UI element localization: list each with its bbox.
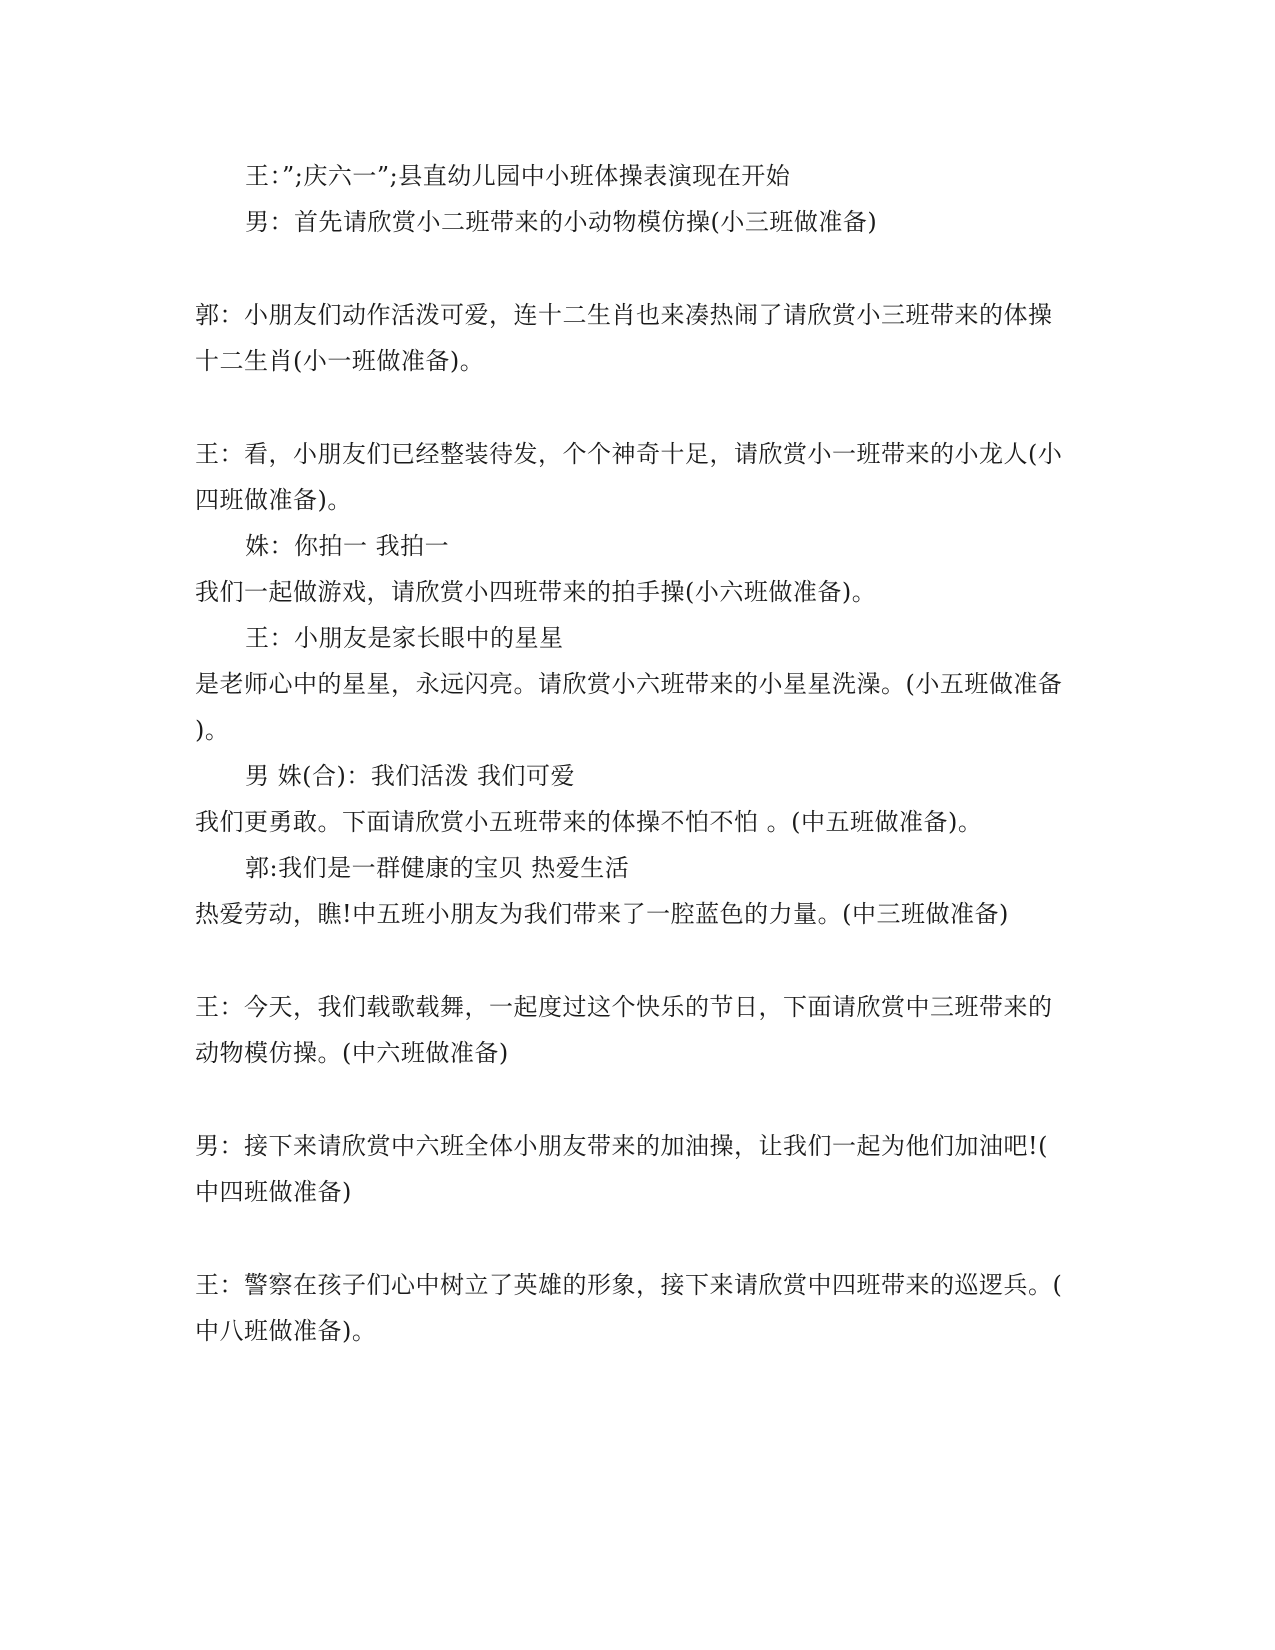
text-line: 动物模仿操。(中六班做准备) — [195, 1039, 509, 1067]
text-line: 王：”;庆六一”;县直幼儿园中小班体操表演现在开始 — [245, 162, 791, 190]
text-line: 热爱劳动，瞧!中五班小朋友为我们带来了一腔蓝色的力量。(中三班做准备) — [195, 900, 1009, 928]
text-line: 四班做准备)。 — [195, 486, 352, 514]
text-line: 中八班做准备)。 — [195, 1317, 377, 1345]
text-line: 王：警察在孩子们心中树立了英雄的形象，接下来请欣赏中四班带来的巡逻兵。( — [195, 1271, 1063, 1299]
text-line: 中四班做准备) — [195, 1178, 352, 1206]
text-line: 是老师心中的星星，永远闪亮。请欣赏小六班带来的小星星洗澡。(小五班做准备 — [195, 670, 1063, 698]
text-line: 王：小朋友是家长眼中的星星 — [245, 624, 564, 652]
text-line: 姝：你拍一 我拍一 — [245, 532, 450, 560]
text-line: 我们一起做游戏，请欣赏小四班带来的拍手操(小六班做准备)。 — [195, 578, 877, 606]
text-line: 十二生肖(小一班做准备)。 — [195, 347, 485, 375]
text-line: 王：今天，我们载歌载舞，一起度过这个快乐的节日，下面请欣赏中三班带来的 — [195, 993, 1053, 1021]
text-line: 男：首先请欣赏小二班带来的小动物模仿操(小三班做准备) — [245, 208, 878, 236]
text-line: 王：看，小朋友们已经整装待发，个个神奇十足，请欣赏小一班带来的小龙人(小 — [195, 440, 1063, 468]
text-line: 男：接下来请欣赏中六班全体小朋友带来的加油操，让我们一起为他们加油吧!( — [195, 1132, 1049, 1160]
text-line: )。 — [195, 716, 230, 744]
text-line: 郭：小朋友们动作活泼可爱，连十二生肖也来凑热闹了请欣赏小三班带来的体操 — [195, 301, 1053, 329]
text-line: 男 姝(合)：我们活泼 我们可爱 — [245, 762, 575, 790]
text-line: 郭:我们是一群健康的宝贝 热爱生活 — [245, 854, 630, 882]
text-line: 我们更勇敢。下面请欣赏小五班带来的体操不怕不怕 。(中五班做准备)。 — [195, 808, 983, 836]
